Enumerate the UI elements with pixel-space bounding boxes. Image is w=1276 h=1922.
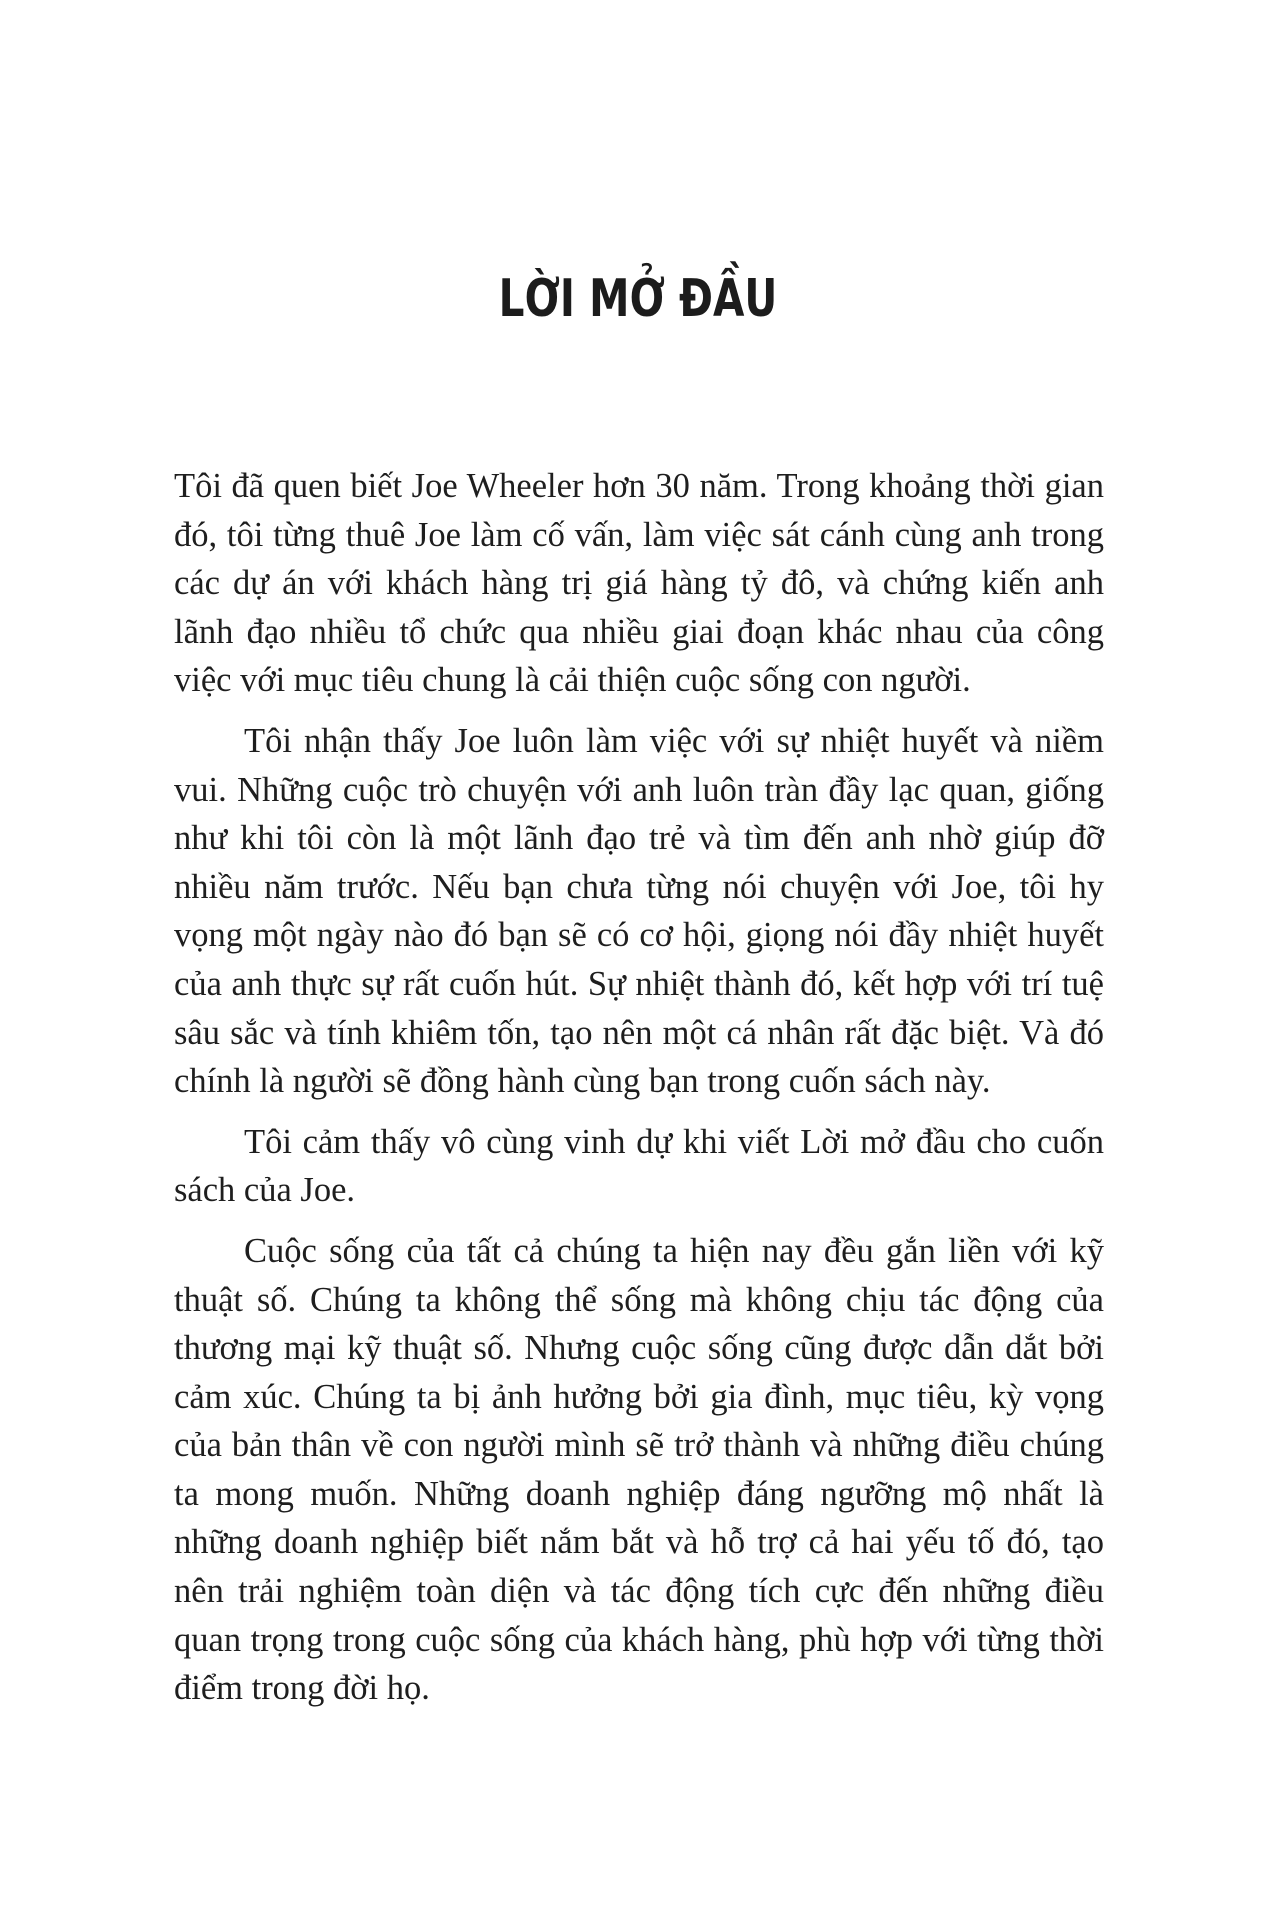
- paragraph-4: Cuộc sống của tất cả chúng ta hiện nay đều gắn liền với kỹ thuật số. Chúng ta không thể sống mà không chịu tác động của thương mại kỹ thuật số. Nhưng cuộc sống cũng được dẫn dắt bởi cảm xúc. Chúng ta bị ảnh hưởng bởi gia đình, mục tiêu, kỳ vọng của bản thân về con người mình sẽ trở thành và những điều chúng ta mong muốn. Những doanh nghiệp đáng ngưỡng mộ nhất là những doanh nghiệp biết nắm bắt và hỗ trợ cả hai yếu tố đó, tạo nên trải nghiệm toàn diện và tác động tích cực đến những điều quan trọng trong cuộc sống của khách hàng, phù hợp với từng thời điểm trong đời họ.: [174, 1231, 1104, 1708]
- body-text: [174, 462, 1104, 1725]
- paragraph-3: Tôi cảm thấy vô cùng vinh dự khi viết Lời mở đầu cho cuốn sách của Joe.: [174, 1122, 1104, 1210]
- paragraph-1: Tôi đã quen biết Joe Wheeler hơn 30 năm. Trong khoảng thời gian đó, tôi từng thuê Joe làm cố vấn, làm việc sát cánh cùng anh trong các dự án với khách hàng trị giá hàng tỷ đô, và chứng kiến anh lãnh đạo nhiều tổ chức qua nhiều giai đoạn khác nhau của công việc với mục tiêu chung là cải thiện cuộc sống con người.: [174, 467, 1104, 700]
- chapter-title: LỜI MỞ ĐẦU: [498, 269, 778, 329]
- paragraph-2: Tôi nhận thấy Joe luôn làm việc với sự nhiệt huyết và niềm vui. Những cuộc trò chuyện với anh luôn tràn đầy lạc quan, giống như khi tôi còn là một lãnh đạo trẻ và tìm đến anh nhờ giúp đỡ nhiều năm trước. Nếu bạn chưa từng nói chuyện với Joe, tôi hy vọng một ngày nào đó bạn sẽ có cơ hội, giọng nói đầy nhiệt huyết của anh thực sự rất cuốn hút. Sự nhiệt thành đó, kết hợp với trí tuệ sâu sắc và tính khiêm tốn, tạo nên một cá nhân rất đặc biệt. Và đó chính là người sẽ đồng hành cùng bạn trong cuốn sách này.: [174, 721, 1104, 1101]
